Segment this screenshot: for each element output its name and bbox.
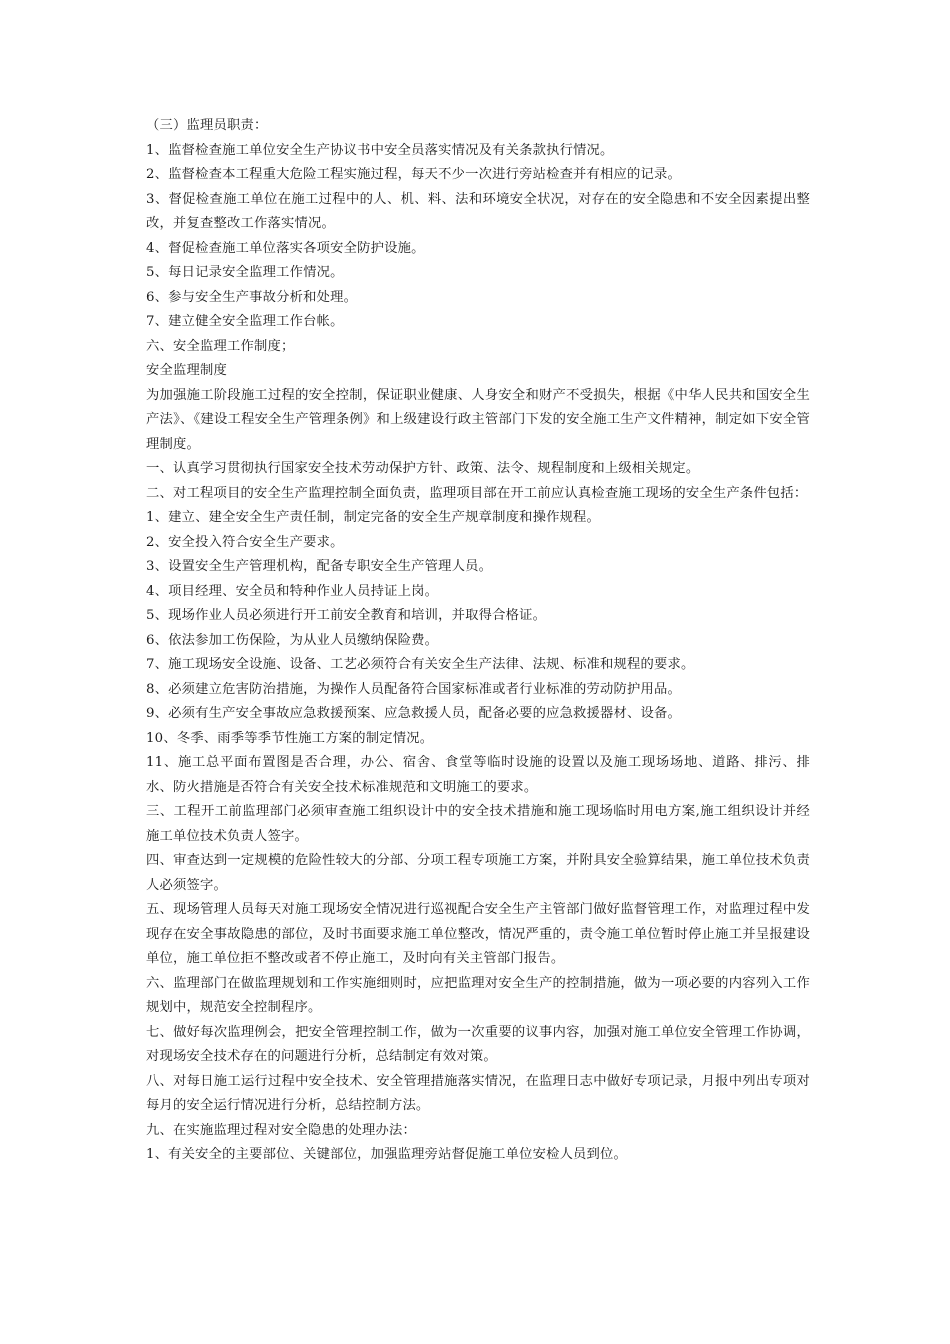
condition-item-10: 10、冬季、雨季等季节性施工方案的制定情况。	[146, 730, 434, 746]
hazard-item-1: 1、有关安全的主要部位、关键部位，加强监理旁站督促施工单位安检人员到位。	[146, 1147, 628, 1162]
section-heading-supervisor-duties: （三）监理员职责：	[146, 118, 268, 133]
rule-3: 三、工程开工前监理部门必须审查施工组织设计中的安全技术措施和施工现场临时用电方案,施工组织设计并经施工单位技术负责人签字。	[146, 804, 810, 844]
condition-item-2: 2、安全投入符合安全生产要求。	[146, 534, 344, 550]
condition-item-4: 4、项目经理、安全员和特种作业人员持证上岗。	[146, 583, 439, 599]
duty-item-7: 7、建立健全安全监理工作台帐。	[146, 314, 344, 329]
rule-1: 一、认真学习贯彻执行国家安全技术劳动保护方针、政策、法令、规程制度和上级相关规定。	[146, 461, 700, 476]
rule-2: 二、对工程项目的安全生产监理控制全面负责，监理项目部在开工前应认真检查施工现场的安全生产条件包括：	[146, 485, 808, 501]
section-heading-work-system: 六、安全监理工作制度；	[146, 338, 295, 354]
condition-item-7: 7、施工现场安全设施、设备、工艺必须符合有关安全生产法律、法规、标准和规程的要求。	[146, 657, 695, 672]
rule-9: 九、在实施监理过程对安全隐患的处理办法：	[146, 1122, 416, 1138]
condition-item-9: 9、必须有生产安全事故应急救援预案、应急救援人员，配备必要的应急救援器材、设备。	[146, 706, 682, 721]
subheading-safety-system: 安全监理制度	[146, 363, 227, 378]
condition-item-8: 8、必须建立危害防治措施，为操作人员配备符合国家标准或者行业标准的劳动防护用品。	[146, 681, 682, 697]
duty-item-1: 1、监督检查施工单位安全生产协议书中安全员落实情况及有关条款执行情况。	[146, 142, 614, 158]
duty-item-4: 4、督促检查施工单位落实各项安全防护设施。	[146, 240, 425, 256]
rule-8: 八、对每日施工运行过程中安全技术、安全管理措施落实情况，在监理日志中做好专项记录，月报中列出专项对每月的安全运行情况进行分析，总结控制方法。	[146, 1073, 810, 1113]
intro-paragraph: 为加强施工阶段施工过程的安全控制，保证职业健康、人身安全和财产不受损失，根据《中华人民共和国安全生产法》、《建设工程安全生产管理条例》和上级建设行政主管部门下发的安全施工生产文件精神，制定如下安全管理制度。	[146, 387, 810, 452]
rule-4: 四、审查达到一定规模的危险性较大的分部、分项工程专项施工方案，并附具安全验算结果，施工单位技术负责人必须签字。	[146, 853, 810, 893]
duty-item-2: 2、监督检查本工程重大危险工程实施过程，每天不少一次进行旁站检查并有相应的记录。	[146, 167, 682, 182]
rule-5: 五、现场管理人员每天对施工现场安全情况进行巡视配合安全生产主管部门做好监督管理工作，对监理过程中发现存在安全事故隐患的部位，及时书面要求施工单位整改，情况严重的，责令施工单位暂时停止施工并呈报建设单位，施工单位拒不整改或者不停止施工，及时向有关主管部门报告。	[146, 902, 810, 966]
document-body	[146, 114, 810, 1168]
rule-6: 六、监理部门在做监理规划和工作实施细则时，应把监理对安全生产的控制措施，做为一项必要的内容列入工作规划中，规范安全控制程序。	[146, 975, 810, 1015]
condition-item-6: 6、依法参加工伤保险，为从业人员缴纳保险费。	[146, 632, 439, 648]
condition-item-3: 3、设置安全生产管理机构，配备专职安全生产管理人员。	[146, 559, 493, 574]
rule-7: 七、做好每次监理例会，把安全管理控制工作，做为一次重要的议事内容，加强对施工单位安全管理工作协调，对现场安全技术存在的问题进行分析，总结制定有效对策。	[146, 1024, 810, 1064]
condition-item-1: 1、建立、建全安全生产责任制，制定完备的安全生产规章制度和操作规程。	[146, 510, 601, 525]
duty-item-5: 5、每日记录安全监理工作情况。	[146, 265, 344, 280]
duty-item-6: 6、参与安全生产事故分析和处理。	[146, 289, 358, 305]
duty-item-3: 3、督促检查施工单位在施工过程中的人、机、料、法和环境安全状况，对存在的安全隐患和不安全因素提出整改，并复查整改工作落实情况。	[146, 191, 810, 231]
condition-item-5: 5、现场作业人员必须进行开工前安全教育和培训，并取得合格证。	[146, 608, 547, 623]
condition-item-11: 11、施工总平面布置图是否合理，办公、宿舍、食堂等临时设施的设置以及施工现场场地、道路、排污、排水、防火措施是否符合有关安全技术标准规范和文明施工的要求。	[146, 755, 810, 795]
